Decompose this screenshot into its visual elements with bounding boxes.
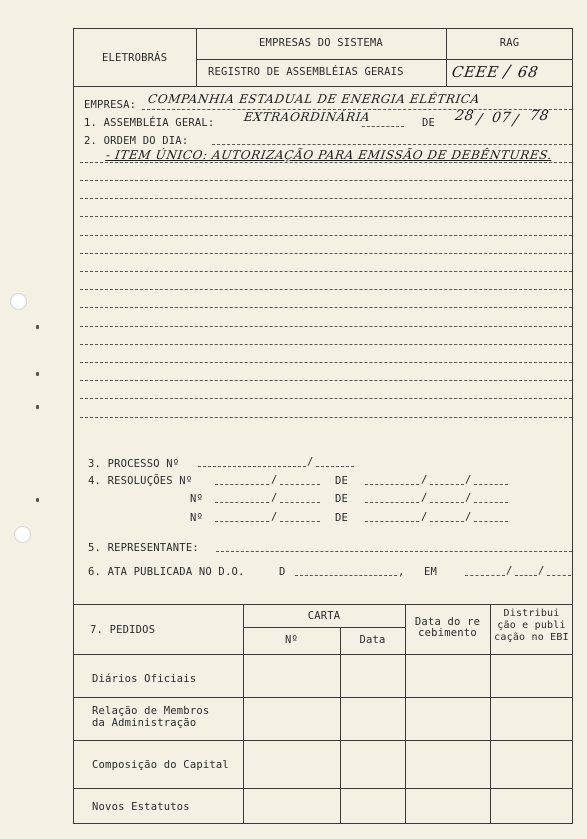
ata-slash: / [538, 565, 545, 577]
blank-line [80, 326, 572, 327]
blank-line [80, 398, 572, 399]
blank-line [80, 380, 572, 381]
resolucao-slash: / [421, 474, 428, 486]
empresa-label: EMPRESA: [84, 99, 137, 111]
resolucao-slash: / [271, 474, 278, 486]
resolucao-de-label: DE [335, 475, 349, 487]
blank-line [80, 271, 572, 272]
rag-number: 68 [516, 63, 540, 81]
pedidos-header: 7. PEDIDOS [90, 624, 156, 636]
carta-numero-header: Nº [284, 634, 299, 646]
ata-em-label: EM [424, 566, 438, 578]
margin-mark [36, 498, 39, 502]
rag-value: CEEE [450, 63, 500, 81]
distribuicao-header-1: Distribui [503, 608, 560, 619]
blank-line [80, 198, 572, 199]
blank-line [80, 307, 572, 308]
punch-hole [14, 526, 31, 543]
resolucao-no-label: Nº [190, 493, 204, 505]
system-label: EMPRESAS DO SISTEMA [259, 37, 383, 49]
date-slash: / [511, 111, 520, 129]
resolucao-de-label: DE [335, 512, 349, 524]
rag-separator: / [502, 62, 512, 82]
blank-line [80, 417, 572, 418]
table-row-label: da Administração [92, 717, 197, 729]
blank-line [80, 344, 572, 345]
resolucao-slash: / [465, 511, 472, 523]
recebimento-header-1: Data do re [414, 616, 481, 628]
date-month: 07 [490, 110, 513, 126]
distribuicao-header-3: cação no EBI [494, 632, 569, 643]
de-label: DE [422, 117, 436, 129]
punch-hole [10, 293, 27, 310]
recebimento-header-2: cebimento [418, 627, 477, 639]
ordem-label: 2. ORDEM DO DIA: [84, 135, 189, 147]
table-row-label: Diários Oficiais [92, 673, 197, 685]
ata-d-label: D [279, 566, 286, 578]
assembleia-value: EXTRAORDINÁRIA [243, 110, 372, 124]
resolucao-slash: / [465, 492, 472, 504]
processo-label: 3. PROCESSO Nº [88, 458, 180, 470]
resolucao-slash: / [271, 492, 278, 504]
representante-label: 5. REPRESENTANTE: [88, 542, 199, 554]
date-year: 78 [528, 108, 551, 124]
form-title: REGISTRO DE ASSEMBLÉIAS GERAIS [208, 66, 404, 78]
margin-mark [36, 372, 39, 376]
date-slash: / [475, 110, 484, 128]
margin-mark [36, 405, 39, 409]
blank-line [80, 216, 572, 217]
distribuicao-header-2: ção e publi [497, 620, 566, 631]
company-code: ELETROBRÁS [102, 52, 168, 64]
ata-comma: , [398, 566, 405, 578]
ata-label: 6. ATA PUBLICADA NO D.O. [88, 566, 245, 578]
date-day: 28 [453, 108, 476, 124]
ata-slash: / [506, 565, 513, 577]
rag-label: RAG [499, 37, 520, 49]
blank-line [80, 289, 572, 290]
margin-mark [36, 325, 39, 329]
table-row-label: Composição do Capital [92, 759, 229, 771]
resolucao-slash: / [421, 492, 428, 504]
carta-header: CARTA [307, 610, 341, 622]
table-row-label: Novos Estatutos [92, 801, 190, 813]
assembleia-label: 1. ASSEMBLÉIA GERAL: [84, 117, 215, 129]
blank-line [80, 362, 572, 363]
blank-line [80, 180, 572, 181]
table-row-label: Relação de Membros [92, 705, 210, 717]
resolucao-slash: / [271, 511, 278, 523]
ordem-value: - ITEM ÚNICO: AUTORIZAÇÃO PARA EMISSÃO DE DEBÊNTURES. [105, 148, 554, 162]
resolucoes-label: 4. RESOLUÇÕES Nº [88, 475, 193, 487]
carta-data-header: Data [359, 634, 386, 646]
resolucao-de-label: DE [335, 493, 349, 505]
blank-line [80, 253, 572, 254]
processo-slash: / [307, 456, 314, 468]
resolucao-no-label: Nº [190, 512, 204, 524]
resolucao-slash: / [465, 474, 472, 486]
empresa-value: COMPANHIA ESTADUAL DE ENERGIA ELÉTRICA [147, 92, 481, 106]
resolucao-slash: / [421, 511, 428, 523]
blank-line [80, 235, 572, 236]
